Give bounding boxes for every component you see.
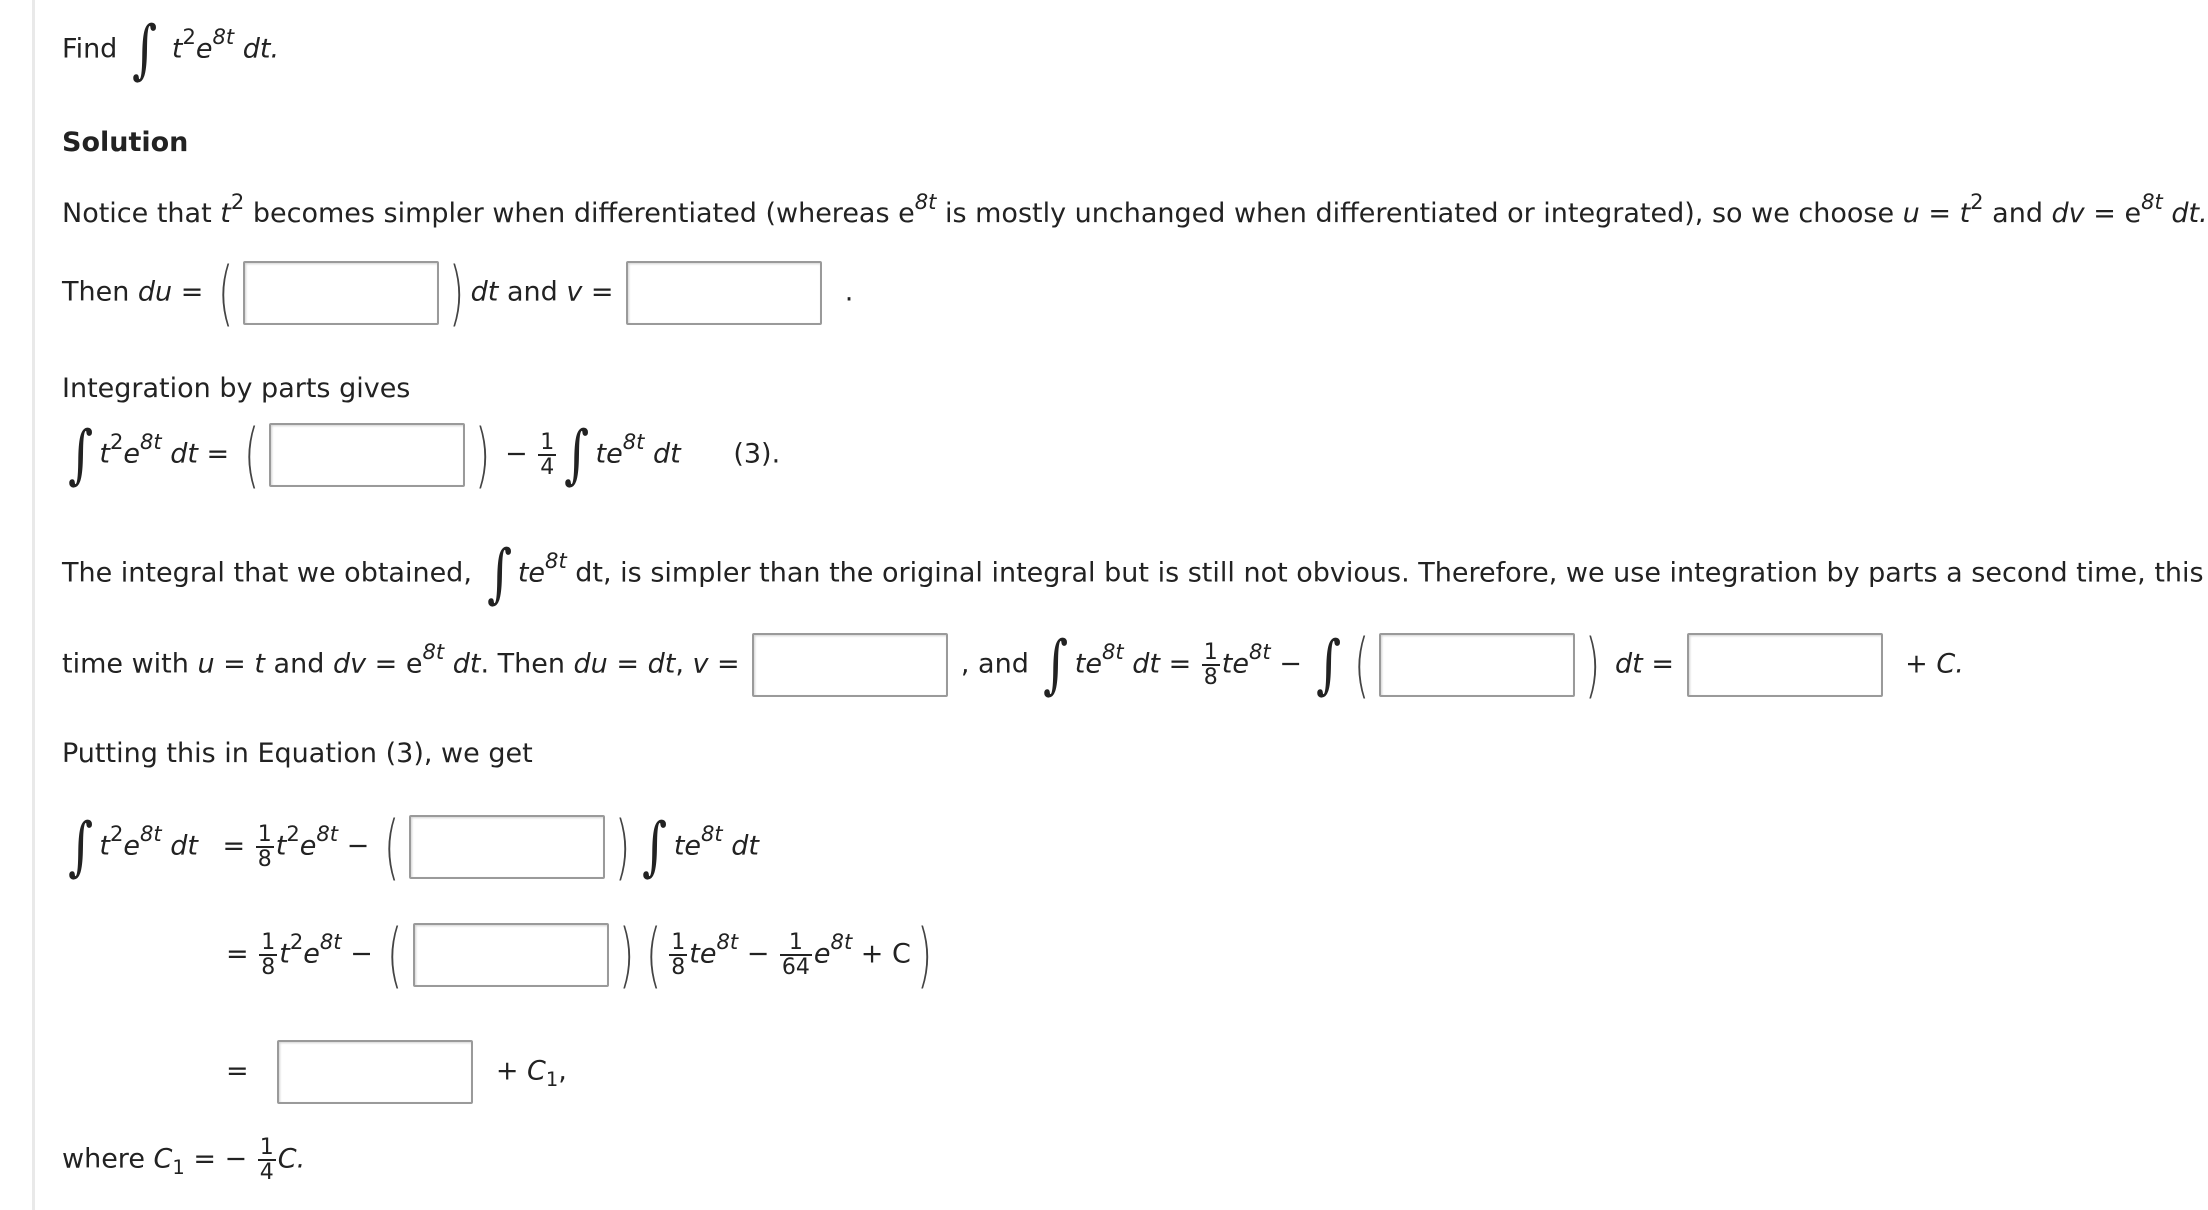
second-integrand-input[interactable]	[1379, 633, 1575, 697]
second-parts-line: time with u = t and dv = $e^{8t}$ dt. Then du = dt, v = , and ∫ $te^{8t}$ dt = $\frac{1}{8}$ $te^{8t}$ − ∫ ( ) dt = + C.	[62, 624, 1964, 706]
close-paren-icon: )	[475, 414, 491, 496]
v-answer-input[interactable]	[626, 261, 822, 325]
where-c1-line: where $C_1$ = − $\frac{1}{4}$ C.	[62, 1135, 306, 1186]
second-result-input[interactable]	[1687, 633, 1883, 697]
close-paren-icon: )	[449, 252, 465, 334]
problem-statement: Find ∫ $t^2e^{8t}$ dt.	[62, 13, 280, 87]
obtained-paragraph: The integral that we obtained, ∫ $te^{8t}$ dt, is simpler than the original integral but is still not obvious. Therefore, we use integration by parts a second time, this	[62, 537, 2204, 611]
final-line-2: = $\frac{1}{8}$ $t^2e^{8t}$ − ( ) ( $\frac{1}{8}$ $te^{8t}$ − $\frac{1}{64}$ $e^{8t} + C$)	[226, 914, 933, 996]
final-line-3: = + $C_1$,	[226, 1040, 567, 1104]
integral-sign-icon: ∫	[486, 537, 512, 611]
fraction-one-eighth: $\frac{1}{8}$	[1203, 639, 1218, 690]
open-paren-icon: (	[387, 914, 403, 996]
open-paren-icon: (	[384, 806, 400, 888]
integral-sign-icon: ∫	[132, 13, 158, 87]
find-label: Find	[62, 33, 118, 65]
eq3-first-term-input[interactable]	[269, 423, 465, 487]
left-margin-rule	[32, 0, 35, 1210]
second-v-input[interactable]	[752, 633, 948, 697]
close-paren-icon: )	[917, 914, 933, 996]
open-paren-icon: (	[243, 414, 259, 496]
integral-sign-icon: ∫	[642, 810, 668, 884]
equation-3: ∫ $t^2e^{8t}$ dt = ( ) − $\frac{1}{4}$ ∫ $te^{8t}$ dt (3).	[68, 414, 781, 496]
fraction-one-quarter: $\frac{1}{4}$	[259, 1135, 274, 1186]
solution-heading: Solution	[62, 127, 189, 158]
du-answer-input[interactable]	[243, 261, 439, 325]
then-du-line: Then du = ( ) dt and v = .	[62, 252, 854, 334]
close-paren-icon: )	[618, 914, 634, 996]
close-paren-icon: )	[615, 806, 631, 888]
fraction-one-quarter: $\frac{1}{4}$	[540, 429, 555, 480]
integral-sign-icon: ∫	[1316, 628, 1342, 702]
open-paren-icon: (	[646, 914, 662, 996]
open-paren-icon: (	[1353, 624, 1369, 706]
integral-sign-icon: ∫	[68, 810, 94, 884]
fraction-one-eighth: $\frac{1}{8}$	[671, 929, 686, 980]
final1-coefficient-input[interactable]	[409, 815, 605, 879]
fraction-one-eighth: $\frac{1}{8}$	[261, 929, 276, 980]
close-paren-icon: )	[1585, 624, 1601, 706]
ibp-label: Integration by parts gives	[62, 373, 411, 404]
open-paren-icon: (	[218, 252, 234, 334]
final-line-1: ∫ $t^2e^{8t}$ dt = $\frac{1}{8}$ $t^2e^{8t}$ − ( ) ∫ $te^{8t}$ dt	[68, 806, 760, 888]
final-answer-input[interactable]	[277, 1040, 473, 1104]
integral-sign-icon: ∫	[68, 418, 94, 492]
equation-number: (3).	[733, 438, 781, 470]
fraction-one-sixtyfourth: $\frac{1}{64}$	[781, 929, 810, 980]
integral-sign-icon: ∫	[564, 418, 590, 492]
final2-coefficient-input[interactable]	[413, 923, 609, 987]
notice-paragraph: Notice that $t^2$ becomes simpler when differentiated (whereas $e^{8t}$ is mostly unchanged when differentiated or integrated), so we choose $u = t^2$ and dv = $e^{8t}$ dt.	[62, 188, 2208, 229]
putting-label: Putting this in Equation (3), we get	[62, 738, 533, 769]
integral-sign-icon: ∫	[1043, 628, 1069, 702]
fraction-one-eighth: $\frac{1}{8}$	[257, 821, 272, 872]
